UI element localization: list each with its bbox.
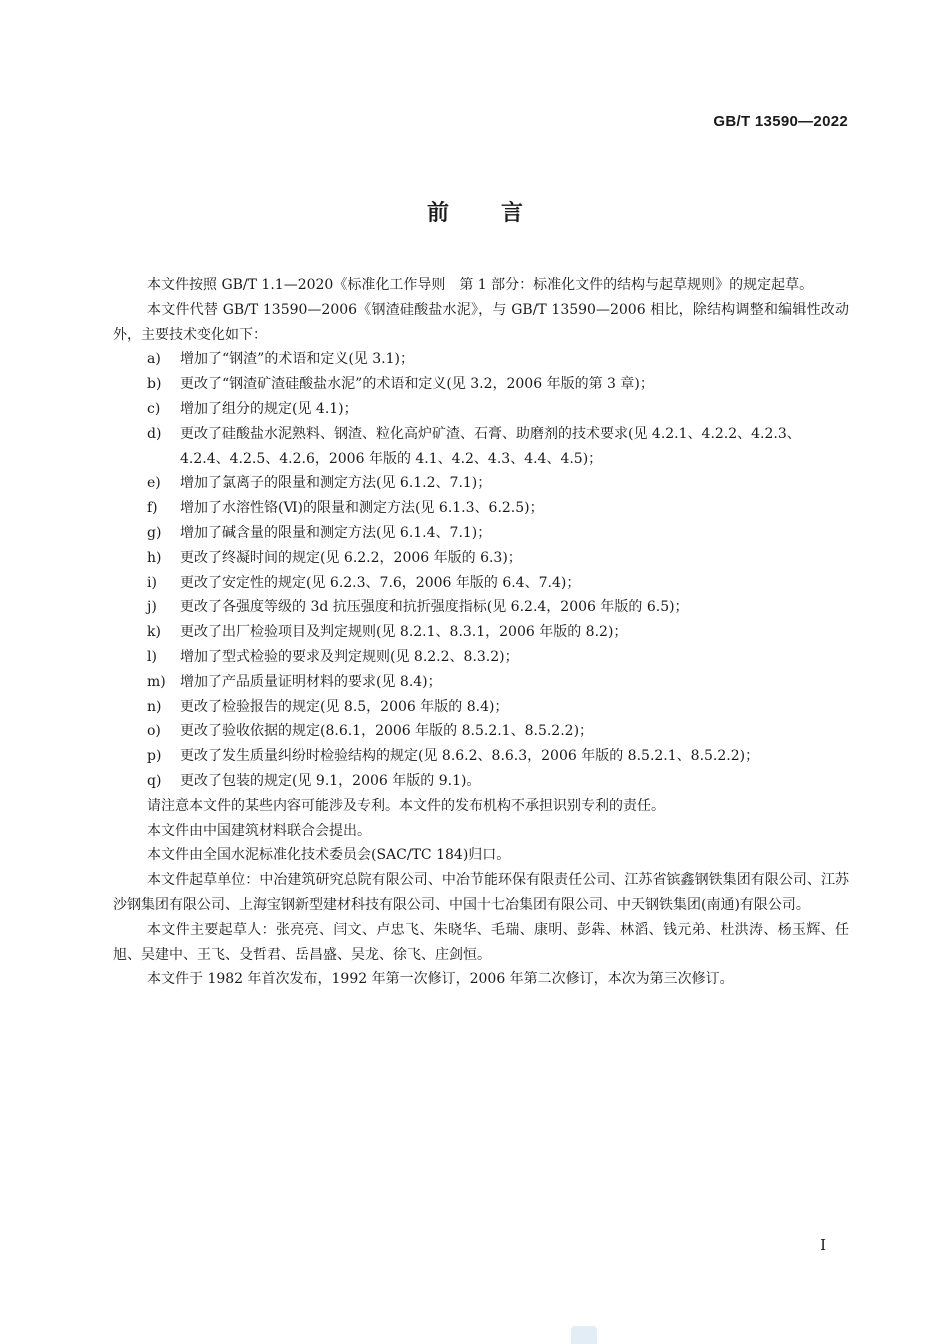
change-marker: f) (147, 500, 158, 517)
change-text: 更改了出厂检验项目及判定规则(见 8.2.1、8.3.1，2006 年版的 8.2)； (180, 624, 628, 641)
change-item (113, 744, 849, 769)
drafters-paragraph: 本文件主要起草人：张亮亮、闫文、卢忠飞、朱晓华、毛瑞、康明、彭犇、林滔、钱元弟、杜洪涛、杨玉辉、任旭、吴建中、王飞、殳哲君、岳昌盛、吴龙、徐飞、庄剑恒。 (113, 921, 849, 963)
change-marker: d) (147, 425, 162, 442)
change-text: 更改了检验报告的规定(见 8.5，2006 年版的 8.4)； (180, 698, 509, 715)
change-item (113, 719, 849, 744)
document-body (113, 273, 849, 992)
change-marker: q) (147, 772, 162, 789)
change-item (113, 620, 849, 645)
change-text: 更改了“钢渣矿渣硅酸盐水泥”的术语和定义(见 3.2，2006 年版的第 3 章)； (180, 376, 654, 393)
change-marker: g) (147, 524, 162, 541)
page-number: Ⅰ (820, 1236, 826, 1254)
page-title: 前言 (426, 201, 575, 226)
patent-note: 请注意本文件的某些内容可能涉及专利。本文件的发布机构不承担识别专利的责任。 (147, 797, 665, 814)
change-marker: l) (147, 648, 157, 665)
history-paragraph: 本文件于 1982 年首次发布，1992 年第一次修订，2006 年第二次修订，本次为第三次修订。 (147, 971, 734, 988)
standard-number: GB/T 13590—2022 (713, 113, 848, 130)
committee-paragraph: 本文件由全国水泥标准化技术委员会(SAC/TC 184)归口。 (147, 847, 511, 864)
proposer-paragraph: 本文件由中国建筑材料联合会提出。 (147, 822, 371, 839)
change-marker: m) (147, 673, 166, 690)
intro-paragraph: 本文件代替 GB/T 13590—2006《钢渣硅酸盐水泥》，与 GB/T 13590—2006 相比，除结构调整和编辑性改动外，主要技术变化如下： (113, 301, 849, 343)
change-text: 增加了型式检验的要求及判定规则(见 8.2.2、8.3.2)； (180, 648, 519, 665)
watermark-logo (571, 1326, 597, 1344)
change-marker: j) (147, 599, 157, 616)
change-marker: k) (147, 624, 161, 641)
change-text: 增加了“钢渣”的术语和定义(见 3.1)； (180, 351, 414, 368)
change-marker: h) (147, 549, 162, 566)
change-item (113, 645, 849, 670)
change-text: 更改了硅酸盐水泥熟料、钢渣、粒化高炉矿渣、石膏、助磨剂的技术要求(见 4.2.1、4.2.2、4.2.3、4.2.4、4.2.5、4.2.6，2006 年版的 4.1、4.2、4.3、4.4、4.5)； (180, 425, 801, 467)
change-marker: b) (147, 376, 162, 393)
change-text: 增加了氯离子的限量和测定方法(见 6.1.2、7.1)； (180, 475, 492, 492)
change-marker: e) (147, 475, 161, 492)
change-item (113, 471, 849, 496)
change-text: 更改了包装的规定(见 9.1，2006 年版的 9.1)。 (180, 772, 481, 789)
change-marker: n) (147, 698, 162, 715)
change-marker: i) (147, 574, 157, 591)
change-text: 更改了终凝时间的规定(见 6.2.2，2006 年版的 6.3)； (180, 549, 522, 566)
change-item (113, 397, 849, 422)
change-item (113, 695, 849, 720)
change-item (113, 670, 849, 695)
change-item (113, 422, 849, 472)
intro-paragraph: 本文件按照 GB/T 1.1—2020《标准化工作导则 第 1 部分：标准化文件的结构与起草规则》的规定起草。 (147, 277, 814, 293)
closing-section (113, 794, 849, 992)
change-item (113, 571, 849, 596)
change-text: 增加了水溶性铬(Ⅵ)的限量和测定方法(见 6.1.3、6.2.5)； (180, 500, 544, 517)
change-text: 增加了组分的规定(见 4.1)； (180, 400, 358, 417)
change-marker: c) (147, 400, 161, 417)
drafting-units-paragraph: 本文件起草单位：中冶建筑研究总院有限公司、中冶节能环保有限责任公司、江苏省镔鑫钢铁集团有限公司、江苏沙钢集团有限公司、上海宝钢新型建材科技有限公司、中国十七冶集团有限公司、中天钢铁集团(南通)有限公司。 (113, 872, 849, 913)
change-marker: a) (147, 351, 161, 368)
change-item (113, 769, 849, 794)
change-text: 更改了各强度等级的 3d 抗压强度和抗折强度指标(见 6.2.4，2006 年版的 6.5)； (180, 599, 689, 616)
change-text: 更改了发生质量纠纷时检验结构的规定(见 8.6.2、8.6.3，2006 年版的 8.5.2.1、8.5.2.2)； (180, 748, 760, 765)
change-marker: p) (147, 748, 162, 765)
changes-list (113, 347, 849, 793)
change-item (113, 372, 849, 397)
change-text: 更改了验收依据的规定(8.6.1，2006 年版的 8.5.2.1、8.5.2.2)； (180, 723, 594, 740)
change-item (113, 595, 849, 620)
change-item (113, 546, 849, 571)
change-item (113, 347, 849, 372)
change-item (113, 496, 849, 521)
change-text: 增加了碱含量的限量和测定方法(见 6.1.4、7.1)； (180, 524, 492, 541)
change-text: 增加了产品质量证明材料的要求(见 8.4)； (180, 673, 442, 690)
change-marker: o) (147, 723, 161, 740)
change-item (113, 521, 849, 546)
change-text: 更改了安定性的规定(见 6.2.3、7.6，2006 年版的 6.4、7.4)； (180, 574, 581, 591)
